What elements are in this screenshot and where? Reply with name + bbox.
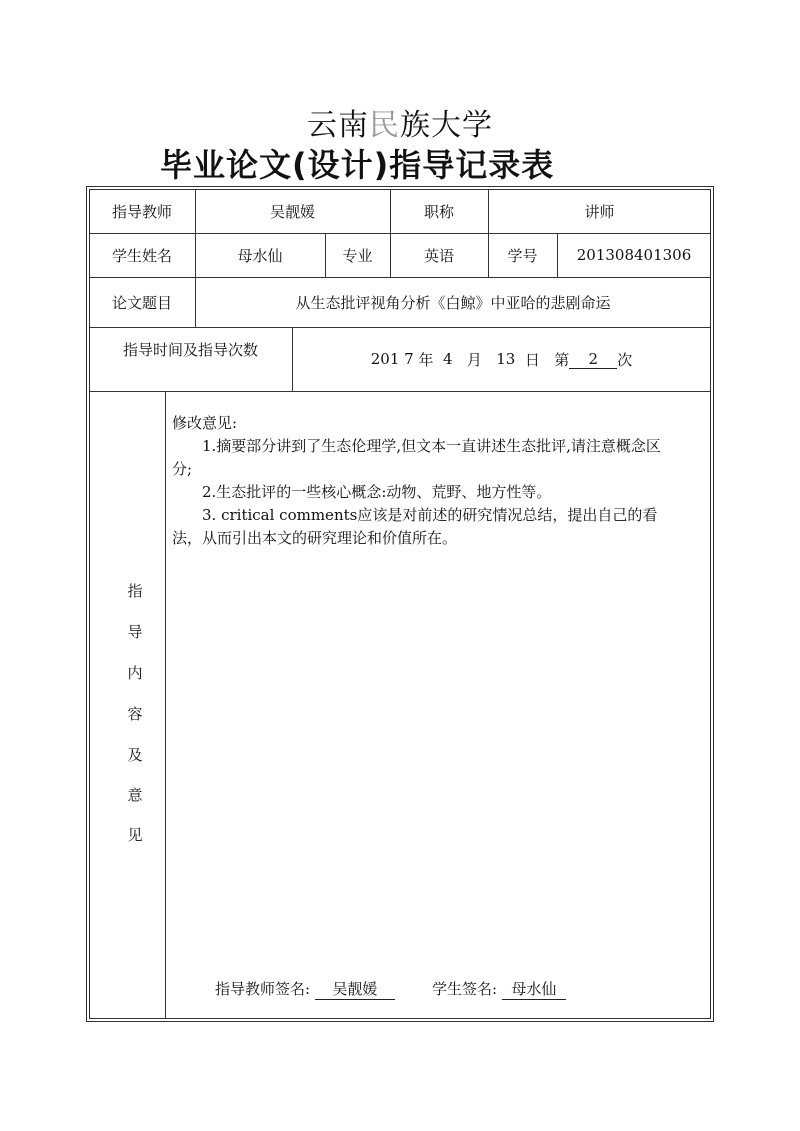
day-char: 日 — [524, 350, 540, 369]
side-label-char: 指 — [127, 582, 143, 600]
guidance-date — [292, 327, 711, 391]
count-suffix: 次 — [617, 350, 633, 369]
date-day: 13 — [496, 350, 516, 368]
major-label: 专业 — [342, 246, 373, 265]
side-label-char: 容 — [127, 705, 143, 723]
count-value: 2 — [569, 350, 617, 369]
side-label-char: 内 — [127, 664, 143, 682]
guidance-comments — [172, 412, 712, 550]
comment-item-1-cont: 分; — [172, 460, 193, 478]
col-divider — [165, 391, 166, 1019]
student-signature: 母水仙 — [502, 978, 566, 1000]
major-value: 英语 — [423, 246, 454, 265]
university-name-pre: 云南 — [307, 108, 369, 143]
side-label-char: 意 — [127, 786, 143, 804]
side-label-char: 见 — [127, 826, 143, 844]
date-month: 4 — [443, 350, 453, 368]
advisor-signature-row — [215, 978, 395, 1000]
student-label: 学生姓名 — [111, 246, 172, 265]
advisor-name: 吴靓媛 — [269, 202, 315, 221]
title-label: 职称 — [423, 202, 454, 221]
student-sign-label: 学生签名: — [432, 980, 498, 998]
university-name — [0, 100, 800, 144]
id-label: 学号 — [507, 246, 538, 265]
comment-item-2: 2.生态批评的一些核心概念:动物、荒野、地方性等。 — [202, 483, 552, 501]
year-char: 年 — [418, 350, 434, 369]
title-value: 讲师 — [584, 202, 615, 221]
university-name-mid: 民 — [369, 108, 400, 143]
comment-item-1: 1.摘要部分讲到了生态伦理学,但文本一直讲述生态批评,请注意概念区 — [202, 437, 661, 455]
comment-item-3-cont: 法，从而引出本文的研究理论和价值所在。 — [172, 529, 458, 547]
id-value: 201308401306 — [576, 246, 692, 264]
student-signature-row — [432, 978, 566, 1000]
form-title: 毕业论文(设计)指导记录表 — [160, 146, 555, 184]
row-divider — [89, 391, 711, 392]
comments-heading: 修改意见: — [172, 414, 238, 432]
side-label-char: 导 — [127, 623, 143, 641]
university-name-post: 族大学 — [400, 108, 493, 143]
side-label-char: 及 — [127, 746, 143, 764]
student-name: 母水仙 — [237, 246, 283, 265]
time-label: 指导时间及指导次数 — [122, 340, 258, 359]
count-prefix: 第 — [554, 350, 570, 369]
advisor-label: 指导教师 — [111, 202, 172, 221]
thesis-title: 从生态批评视角分析《白鲸》中亚哈的悲剧命运 — [295, 293, 611, 312]
advisor-signature: 吴靓媛 — [315, 978, 395, 1000]
month-char: 月 — [466, 350, 482, 369]
comment-item-3: 3. critical comments应该是对前述的研究情况总结，提出自己的看 — [202, 506, 658, 524]
thesis-label: 论文题目 — [111, 293, 172, 312]
advisor-sign-label: 指导教师签名: — [215, 980, 311, 998]
date-year: 201 7 — [370, 350, 414, 368]
